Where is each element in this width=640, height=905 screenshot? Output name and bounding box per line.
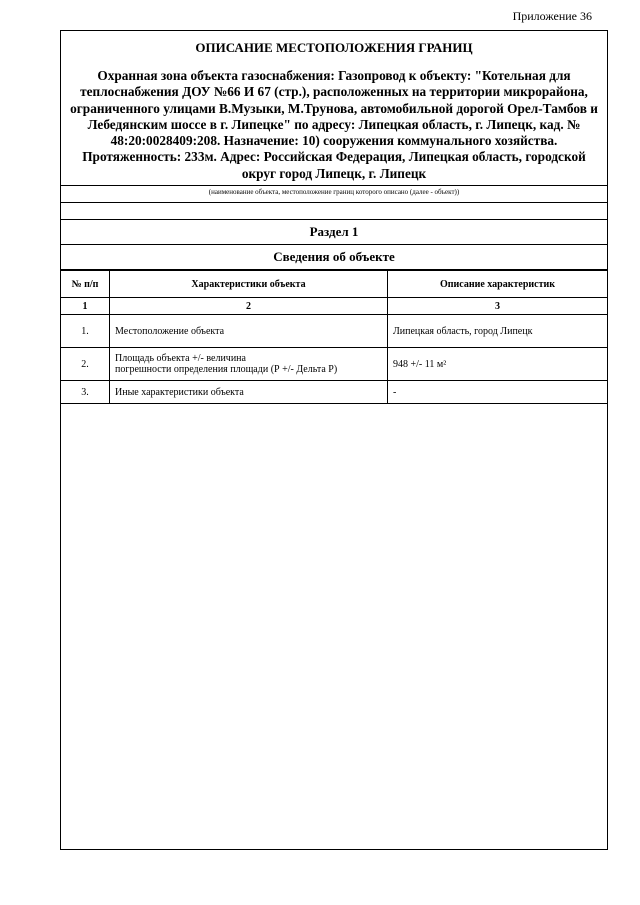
index-cell: 1 [61, 298, 110, 315]
appendix-label: Приложение 36 [512, 9, 592, 23]
section-title: Раздел 1 [61, 220, 607, 245]
table-row [61, 381, 607, 404]
header-characteristic: Характеристики объекта [110, 271, 388, 298]
row-description: Липецкая область, город Липецк [388, 315, 608, 348]
table-header-row [61, 271, 607, 298]
row-number: 2. [61, 348, 110, 381]
row-characteristic: Местоположение объекта [110, 315, 388, 348]
row-description: - [388, 381, 608, 404]
page-title: ОПИСАНИЕ МЕСТОПОЛОЖЕНИЯ ГРАНИЦ [195, 40, 473, 55]
row-characteristic-line: погрешности определения площади (Р +/- Дельта Р) [115, 364, 338, 376]
header-description: Описание характеристик [388, 271, 608, 298]
subsection-title: Сведения об объекте [61, 245, 607, 270]
row-characteristic-line: Площадь объекта +/- величина [115, 353, 246, 365]
table-row [61, 348, 607, 381]
row-number: 1. [61, 315, 110, 348]
spacer-row [61, 203, 607, 220]
header-number: № п/п [61, 271, 110, 298]
document-frame [60, 30, 608, 850]
row-number: 3. [61, 381, 110, 404]
index-cell: 3 [388, 298, 608, 315]
object-description: Охранная зона объекта газоснабжения: Газопровод к объекту: "Котельная для теплоснабжения ДОУ №66 И 67 (стр.), расположенных на территории микрорайона, ограниченного улицами В.Музыки, М.Трунова, автомобильной дорогой Орел-Тамбов и Лебедянским шоссе в г. Липецке" по адресу: Липецкая область, г. Липецк, кад. № 48:20:0028409:208. Назначение: 10) сооружения коммунального хозяйства. Протяженность: 233м. Адрес: Российская Федерация, Липецкая область, городской округ город Липецк, г. Липецк [70, 68, 598, 181]
index-cell: 2 [110, 298, 388, 315]
table-index-row [61, 298, 607, 315]
row-characteristic: Иные характеристики объекта [110, 381, 388, 404]
row-characteristic [110, 348, 388, 381]
table-row [61, 315, 607, 348]
object-caption: (наименование объекта, местоположение границ которого описано (далее - объект)) [61, 185, 607, 202]
row-description: 948 +/- 11 м² [388, 348, 608, 381]
title-block [61, 40, 607, 203]
object-info-table [61, 270, 607, 404]
